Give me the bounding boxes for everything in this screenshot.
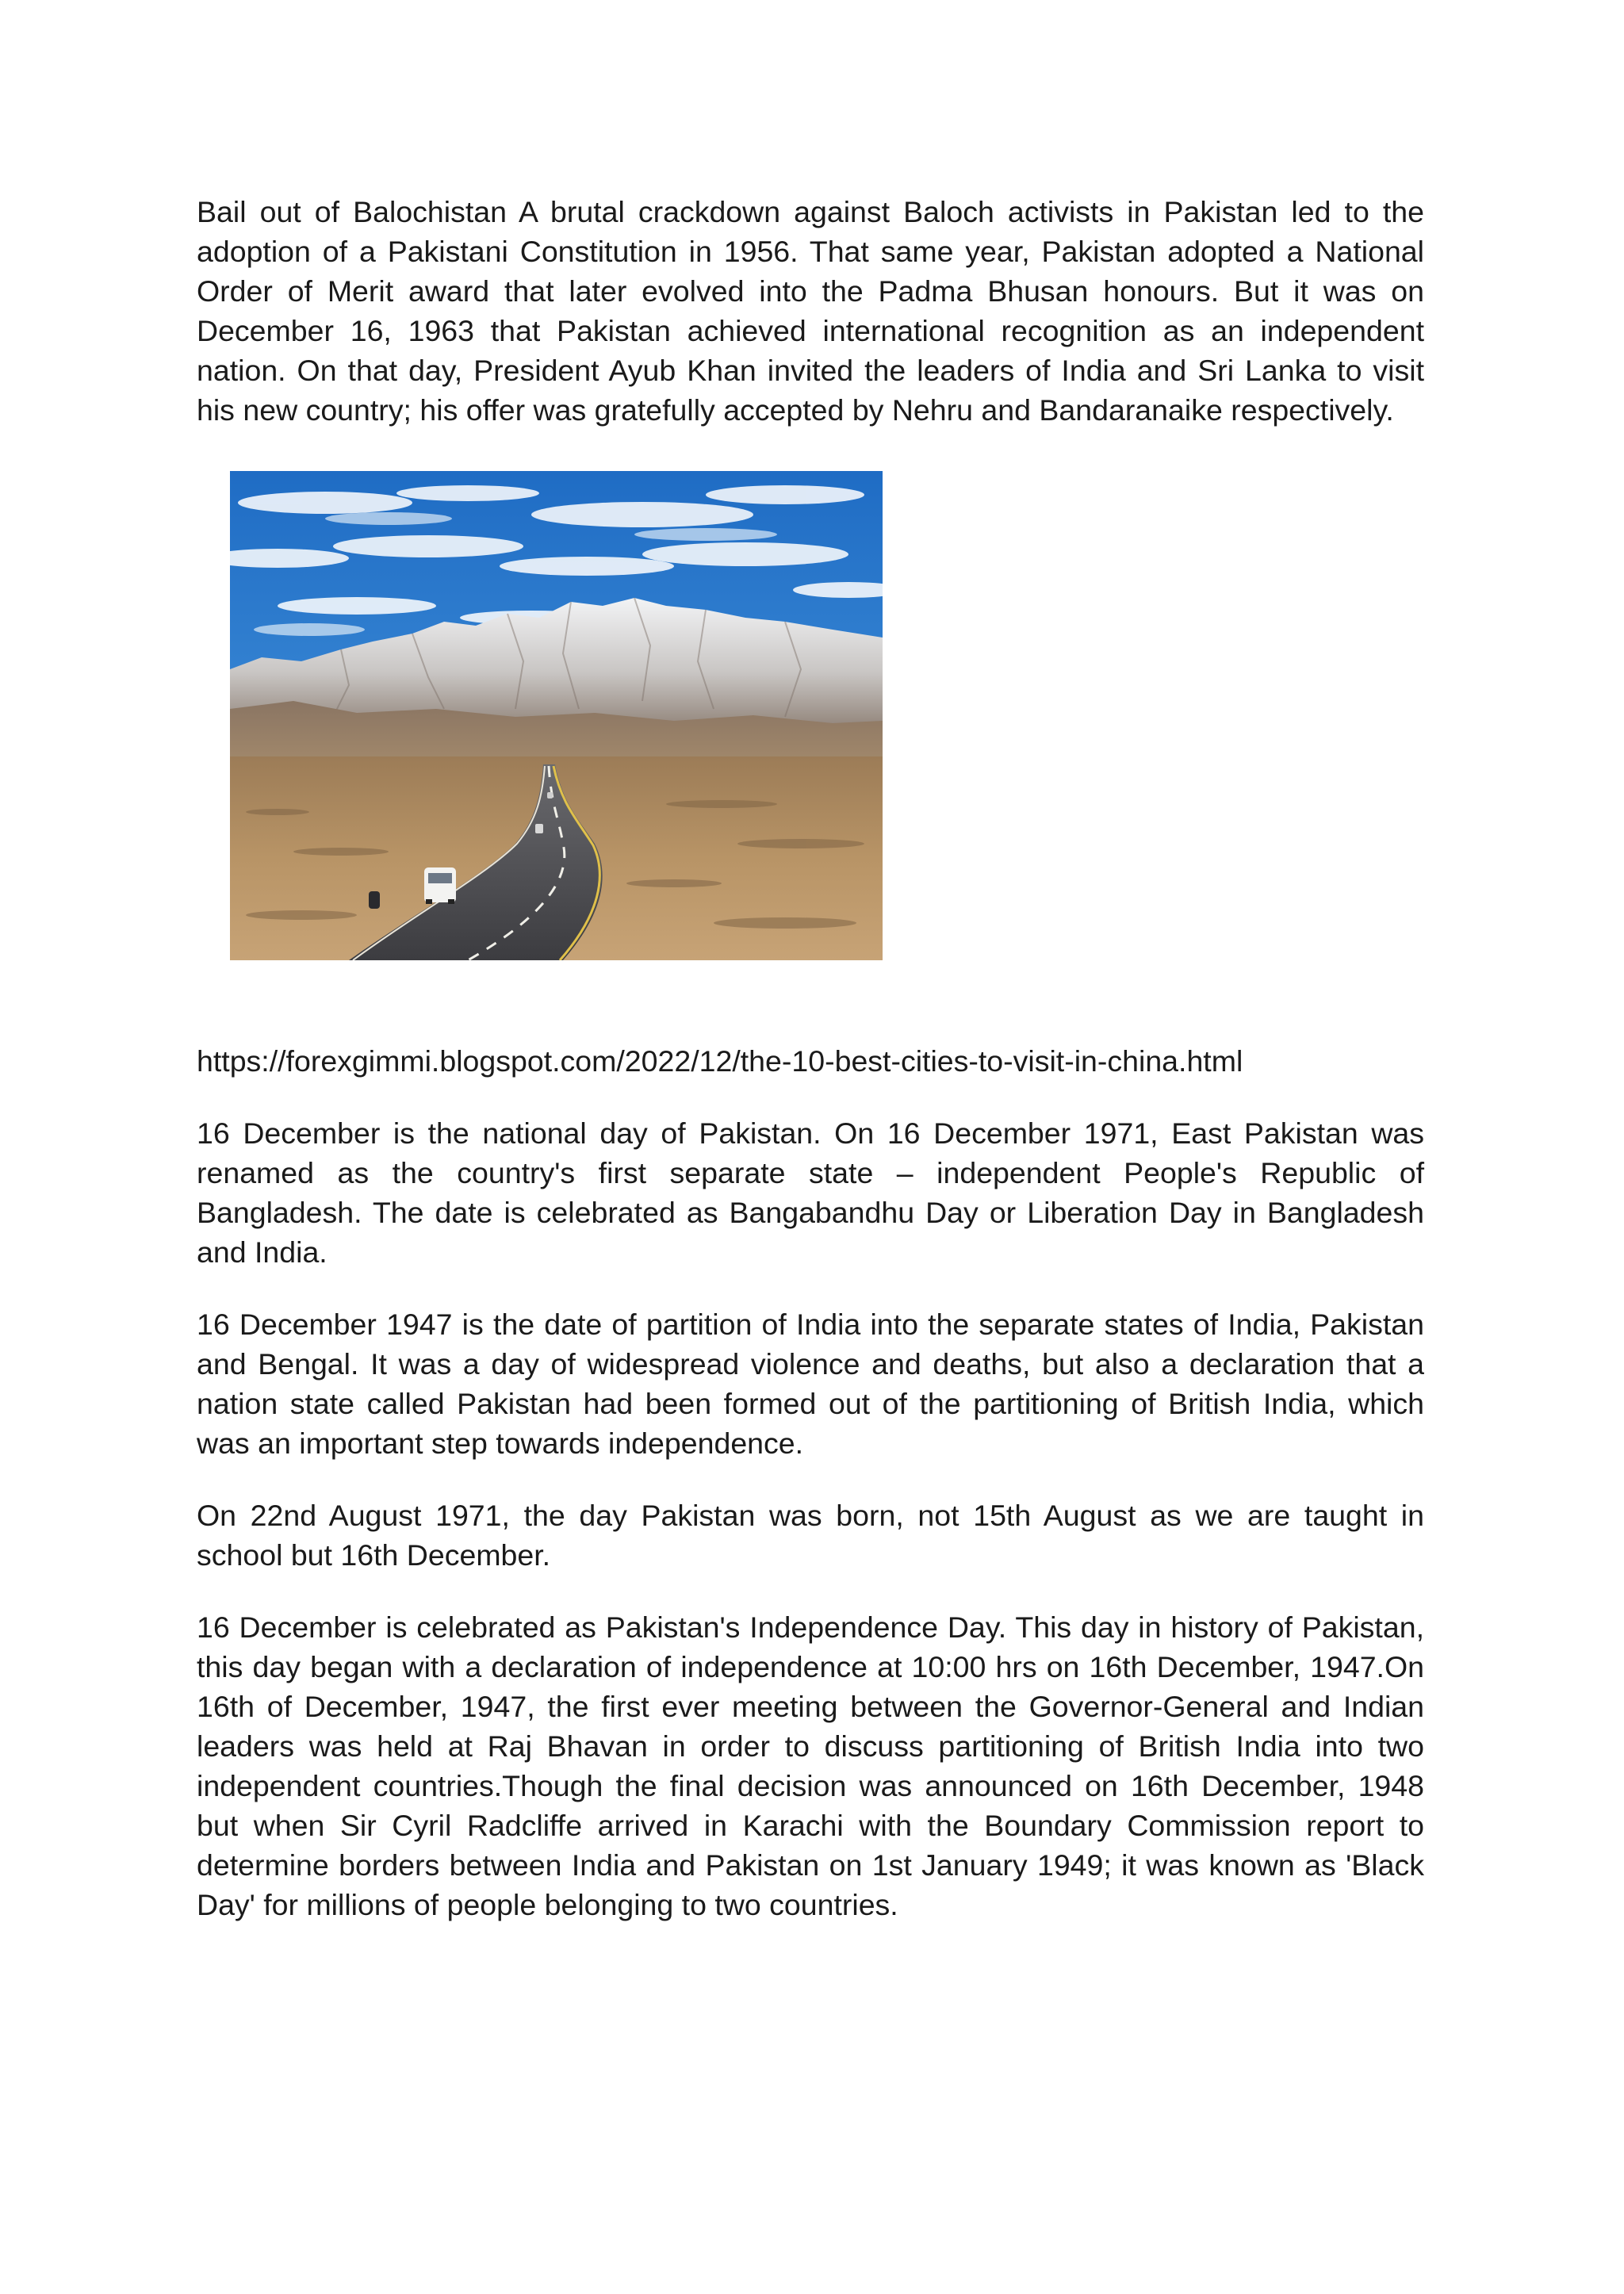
paragraph-independence-day: 16 December is celebrated as Pakistan's Independence Day. This day in history of Pakistan, this day began with a declaration of independence at 10:00 hrs on 16th December, 1947.On 16th of December, 1947, the first ever meeting between the Governor-General and Indian leaders was held at Raj Bhavan in order to discuss partitioning of British India into two independent countries.Though the final decision was announced on 16th December, 1948 but when Sir Cyril Radcliffe arrived in Karachi with the Boundary Commission report to determine borders between India and Pakistan on 1st January 1949; it was known as 'Black Day' for millions of people belonging to two countries.	[197, 1610, 1424, 1921]
paragraph-national-day: 16 December is the national day of Pakistan. On 16 December 1971, East Pakistan was renamed as the country's first separate state – independent People's Republic of Bangladesh. The date is celebrated as Bangabandhu Day or Liberation Day in Bangladesh and India.	[197, 1116, 1424, 1269]
intro-paragraph: Bail out of Balochistan A brutal crackdown against Baloch activists in Pakistan led to the adoption of a Pakistani Constitution in 1956. That same year, Pakistan adopted a National Order of Merit award that later evolved into the Padma Bhusan honours. But it was on December 16, 1963 that Pakistan achieved international recognition as an independent nation. On that day, President Ayub Khan invited the leaders of India and Sri Lanka to visit his new country; his offer was gratefully accepted by Nehru and Bandaranaike respectively.	[197, 195, 1424, 427]
mountain-road-photo	[230, 471, 883, 960]
van-shape	[424, 867, 456, 904]
document-body	[197, 192, 1424, 1924]
source-url-link[interactable]: https://forexgimmi.blogspot.com/2022/12/the-10-best-cities-to-visit-in-china.html	[197, 1044, 1243, 1078]
paragraph-22nd-august: On 22nd August 1971, the day Pakistan was born, not 15th August as we are taught in school but 16th December.	[197, 1499, 1424, 1572]
paragraph-partition-1947: 16 December 1947 is the date of partition of India into the separate states of India, Pakistan and Bengal. It was a day of widespread violence and deaths, but also a declaration that a nation state called Pakistan had been formed out of the partitioning of British India, which was an important step towards independence.	[197, 1308, 1424, 1460]
